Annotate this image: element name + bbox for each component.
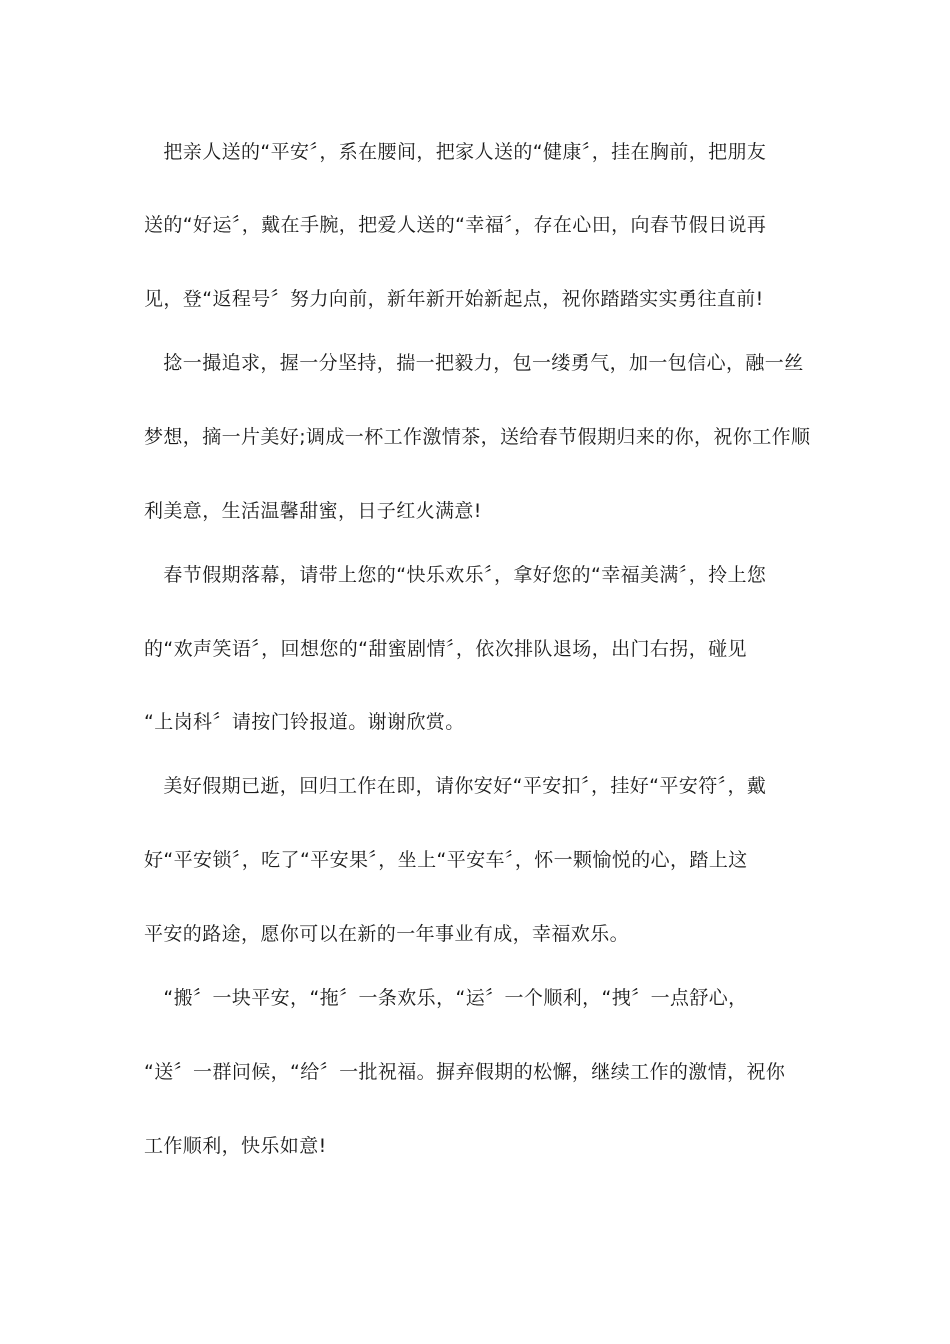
paragraph-1-line-3: 见，登“返程号〞努力向前，新年新开始新起点，祝你踏踏实实勇往直前! (144, 288, 764, 310)
paragraph-2-line-3: 利美意，生活温馨甜蜜，日子红火满意! (144, 500, 482, 522)
paragraph-3-line-3: “上岗科〞请按门铃报道。谢谢欣赏。 (144, 711, 465, 733)
paragraph-5-line-1: “搬〞一块平安，“拖〞一条欢乐，“运〞一个顺利，“拽〞一点舒心， (144, 987, 748, 1009)
paragraph-4-line-3: 平安的路途，愿你可以在新的一年事业有成，幸福欢乐。 (144, 923, 630, 945)
paragraph-4-line-2: 好“平安锁〞，吃了“平安果〞，坐上“平安车〞，怀一颗愉悦的心，踏上这 (144, 849, 748, 871)
paragraph-1-line-2: 送的“好运〞，戴在手腕，把爱人送的“幸福〞，存在心田，向春节假日说再 (144, 214, 767, 236)
paragraph-3-line-1: 春节假期落幕，请带上您的“快乐欢乐〞，拿好您的“幸福美满〞，拎上您 (144, 564, 767, 586)
paragraph-5-line-2: “送〞一群问候，“给〞一批祝福。摒弃假期的松懈，继续工作的激情，祝你 (144, 1061, 786, 1083)
paragraph-3-line-2: 的“欢声笑语〞，回想您的“甜蜜剧情〞，依次排队退场，出门右拐，碰见 (144, 638, 747, 660)
paragraph-2-line-2: 梦想，摘一片美好;调成一杯工作激情茶，送给春节假期归来的你，祝你工作顺 (144, 426, 811, 448)
paragraph-5-line-3: 工作顺利，快乐如意! (144, 1135, 327, 1157)
paragraph-2-line-1: 捻一撮追求，握一分坚持，揣一把毅力，包一缕勇气，加一包信心，融一丝 (144, 352, 804, 374)
paragraph-4-line-1: 美好假期已逝，回归工作在即，请你安好“平安扣〞，挂好“平安符〞，戴 (144, 775, 767, 797)
paragraph-1-line-1: 把亲人送的“平安〞，系在腰间，把家人送的“健康〞，挂在胸前，把朋友 (144, 141, 767, 163)
